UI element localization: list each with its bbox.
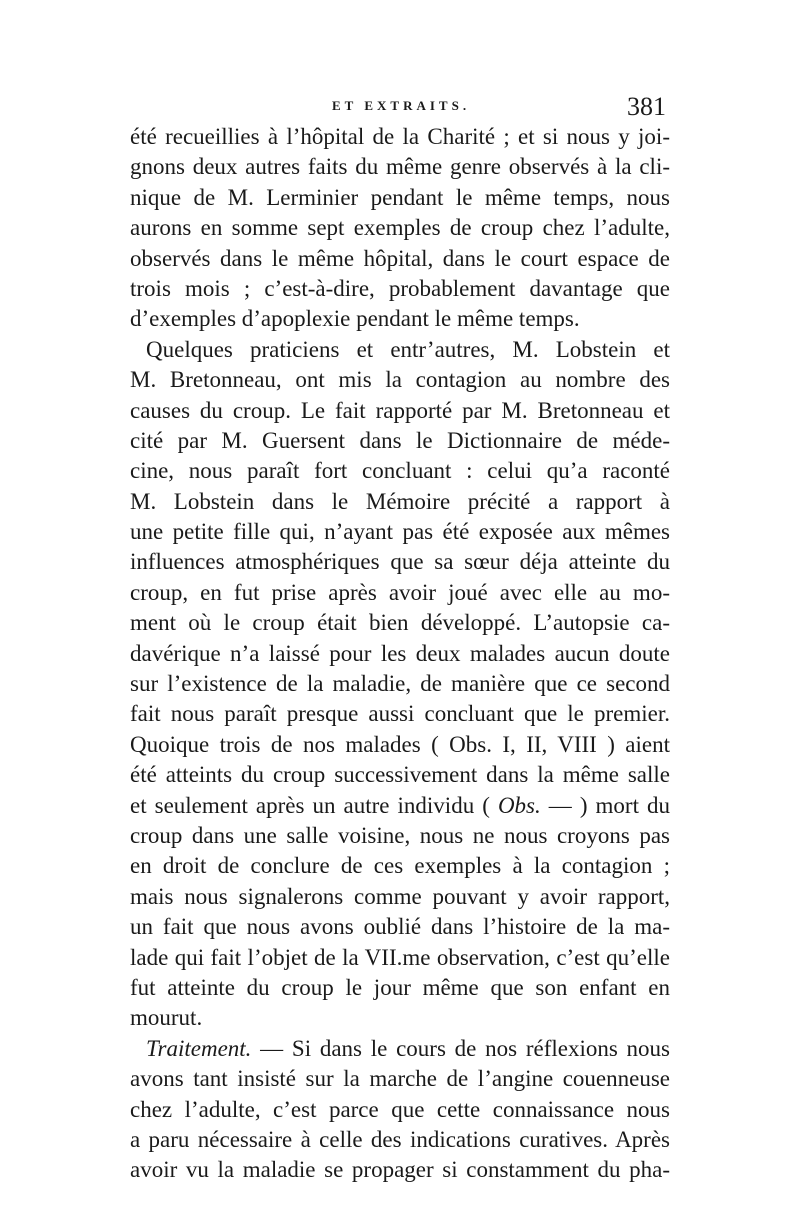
- text-line: a paru nécessaire à celle des indications curatives. Après: [130, 1126, 670, 1152]
- body-text: [130, 122, 670, 1186]
- text-line: d’exemples d’apoplexie pendant le même temps.: [130, 306, 580, 332]
- text-line: Quoique trois de nos malades ( Obs. I, II, VIII ) aient: [130, 731, 670, 757]
- text-line: été atteints du croup successivement dans la même salle: [130, 762, 670, 788]
- text-line: chez l’adulte, c’est parce que cette connaissance nous: [130, 1096, 670, 1122]
- text-line: davérique n’a laissé pour les deux malades aucun doute: [130, 640, 670, 666]
- text-line: Quelques praticiens et entr’autres, M. Lobstein et: [146, 336, 670, 362]
- text-line: trois mois ; c’est-à-dire, probablement davantage que: [130, 275, 670, 301]
- section-heading: Traitement.: [146, 1035, 252, 1061]
- page-number: 381: [627, 92, 666, 121]
- text-line: fait nous paraît presque aussi concluant que le premier.: [130, 701, 670, 727]
- text-line: ment où le croup était bien développé. L’autopsie ca-: [130, 610, 670, 636]
- text-line: en droit de conclure de ces exemples à la contagion ;: [130, 853, 670, 879]
- text-line: [130, 791, 670, 821]
- text-line: influences atmosphériques que sa sœur déja atteinte du: [130, 549, 670, 575]
- text-line: croup dans une salle voisine, nous ne nous croyons pas: [130, 822, 670, 848]
- text-line: mourut.: [130, 1005, 203, 1031]
- text-line: aurons en somme sept exemples de croup chez l’adulte,: [130, 215, 670, 241]
- text-line: lade qui fait l’objet de la VII.me observation, c’est qu’elle: [130, 944, 670, 970]
- text-line: avoir vu la maladie se propager si constamment du pha-: [130, 1157, 670, 1183]
- text-line: gnons deux autres faits du même genre observés à la cli-: [130, 154, 670, 180]
- text-line: un fait que nous avons oublié dans l’histoire de la ma-: [130, 914, 670, 940]
- text-line: [130, 1034, 670, 1064]
- text-line: sur l’existence de la maladie, de manière que ce second: [130, 671, 670, 697]
- text-line: une petite fille qui, n’ayant pas été exposée aux mêmes: [130, 519, 670, 545]
- text-line: été recueillies à l’hôpital de la Charité ; et si nous y joi-: [130, 124, 670, 149]
- text-line: nique de M. Lerminier pendant le même temps, nous: [130, 184, 670, 210]
- text-line: M. Bretonneau, ont mis la contagion au nombre des: [130, 367, 670, 393]
- text-line: cité par M. Guersent dans le Dictionnaire de méde-: [130, 427, 670, 453]
- running-title: ET EXTRAITS.: [332, 98, 471, 113]
- text-line: cine, nous paraît fort concluant : celui qu’a raconté: [130, 458, 670, 484]
- text-line: fut atteinte du croup le jour même que son enfant en: [130, 974, 670, 1000]
- text-segment: — ) mort du: [540, 792, 670, 818]
- text-line: observés dans le même hôpital, dans le court espace de: [130, 245, 670, 271]
- text-line: mais nous signalerons comme pouvant y avoir rapport,: [130, 883, 670, 909]
- text-segment: — Si dans le cours de nos réflexions nous: [251, 1035, 670, 1061]
- text-line: avons tant insisté sur la marche de l’angine couenneuse: [130, 1066, 670, 1092]
- text-line: M. Lobstein dans le Mémoire précité a rapport à: [130, 488, 670, 514]
- page-header: [130, 92, 670, 122]
- text-segment: et seulement après un autre individu (: [130, 792, 498, 818]
- text-line: causes du croup. Le fait rapporté par M. Bretonneau et: [130, 397, 670, 423]
- obs-reference: Obs.: [497, 792, 541, 818]
- text-line: croup, en fut prise après avoir joué avec elle au mo-: [130, 579, 670, 605]
